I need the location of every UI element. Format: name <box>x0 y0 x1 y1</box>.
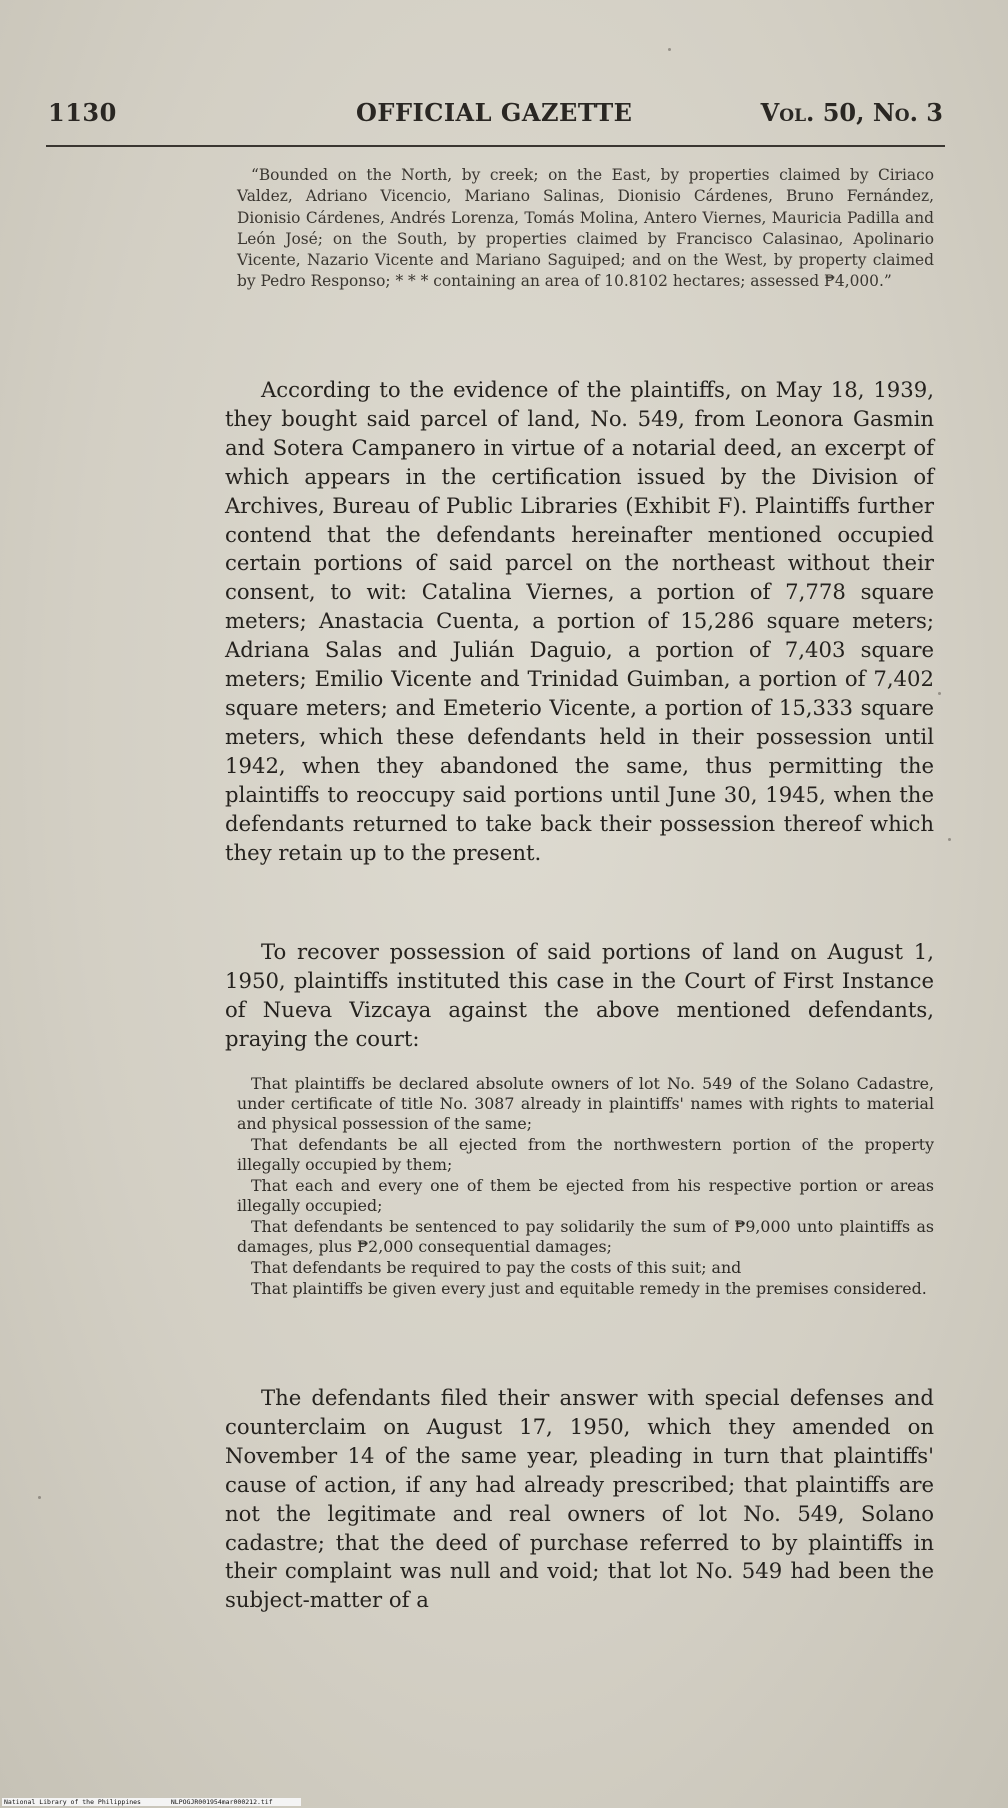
prayer-item: That defendants be required to pay the costs of this suit; and <box>251 1258 742 1277</box>
paper-speck <box>948 838 951 841</box>
library-credit: National Library of the Philippines <box>4 1798 141 1806</box>
prayer-item: That plaintiffs be given every just and equitable remedy in the premises considered. <box>251 1279 927 1298</box>
publication-title: OFFICIAL GAZETTE <box>356 98 633 127</box>
scan-filename: NLPOGJR001954mar000212.tif <box>170 1798 273 1806</box>
paper-speck <box>38 1496 41 1499</box>
page-number: 1130 <box>48 98 117 127</box>
prayer-list <box>237 1074 934 1300</box>
header-rule <box>46 145 945 147</box>
body-paragraph-recovery: To recover possession of said portions of land on August 1, 1950, plaintiffs instituted this case in the Court of First Instance of Nueva Vizcaya against the above mentioned defendants, praying the court: <box>225 939 934 1051</box>
page-header <box>48 98 943 138</box>
body-paragraph-evidence: According to the evidence of the plaintiffs, on May 18, 1939, they bought said parcel of land, No. 549, from Leonora Gasmin and Sotera Campanero in virtue of a notarial deed, an excerpt of which appears in the certification issued by the Division of Archives, Bureau of Public Libraries (Exhibit F). Plaintiffs further contend that the defendants hereinafter mentioned occupied certain portions of said parcel on the northeast without their consent, to wit: Catalina Viernes, a portion of 7,778 square meters; Anastacia Cuenta, a portion of 15,286 square meters; Adriana Salas and Julián Daguio, a portion of 7,403 square meters; Emilio Vicente and Trinidad Guimban, a portion of 7,402 square meters; and Emeterio Vicente, a portion of 15,333 square meters, which these defendants held in their possession until 1942, when they abandoned the same, thus permitting the plaintiffs to reoccupy said portions until June 30, 1945, when the defendants returned to take back their possession thereof which they retain up to the present. <box>225 377 934 865</box>
scan-footer <box>2 1798 301 1806</box>
prayer-item: That defendants be all ejected from the northwestern portion of the property illegally occupied by them; <box>237 1135 934 1174</box>
paper-speck <box>668 48 671 51</box>
prayer-item: That each and every one of them be ejected from his respective portion or areas illegally occupied; <box>237 1176 934 1215</box>
quoted-land-description: “Bounded on the North, by creek; on the East, by properties claimed by Ciriaco Valdez, Adriano Vicencio, Mariano Salinas, Dionisio Cárdenes, Bruno Fernández, Dionisio Cárdenes, Andrés Lorenza, Tomás Molina, Antero Viernes, Mauricia Padilla and León José; on the South, by properties claimed by Francisco Calasinao, Apolinario Vicente, Nazario Vicente and Mariano Saguiped; and on the West, by property claimed by Pedro Responso; * * * containing an area of 10.8102 hectares; assessed ₱4,000.” <box>237 166 934 291</box>
prayer-item: That defendants be sentenced to pay solidarily the sum of ₱9,000 unto plaintiffs as damages, plus ₱2,000 consequential damages; <box>237 1217 934 1256</box>
paper-speck <box>938 692 941 695</box>
volume-number: Vol. 50, No. 3 <box>760 98 943 127</box>
prayer-item: That plaintiffs be declared absolute owners of lot No. 549 of the Solano Cadastre, under certificate of title No. 3087 already in plaintiffs' names with rights to material and physical possession of the same; <box>237 1074 934 1133</box>
body-paragraph-answer: The defendants filed their answer with special defenses and counterclaim on August 17, 1950, which they amended on November 14 of the same year, pleading in turn that plaintiffs' cause of action, if any had already prescribed; that plaintiffs are not the legitimate and real owners of lot No. 549, Solano cadastre; that the deed of purchase referred to by plaintiffs in their complaint was null and void; that lot No. 549 had been the subject-matter of a <box>225 1385 934 1613</box>
